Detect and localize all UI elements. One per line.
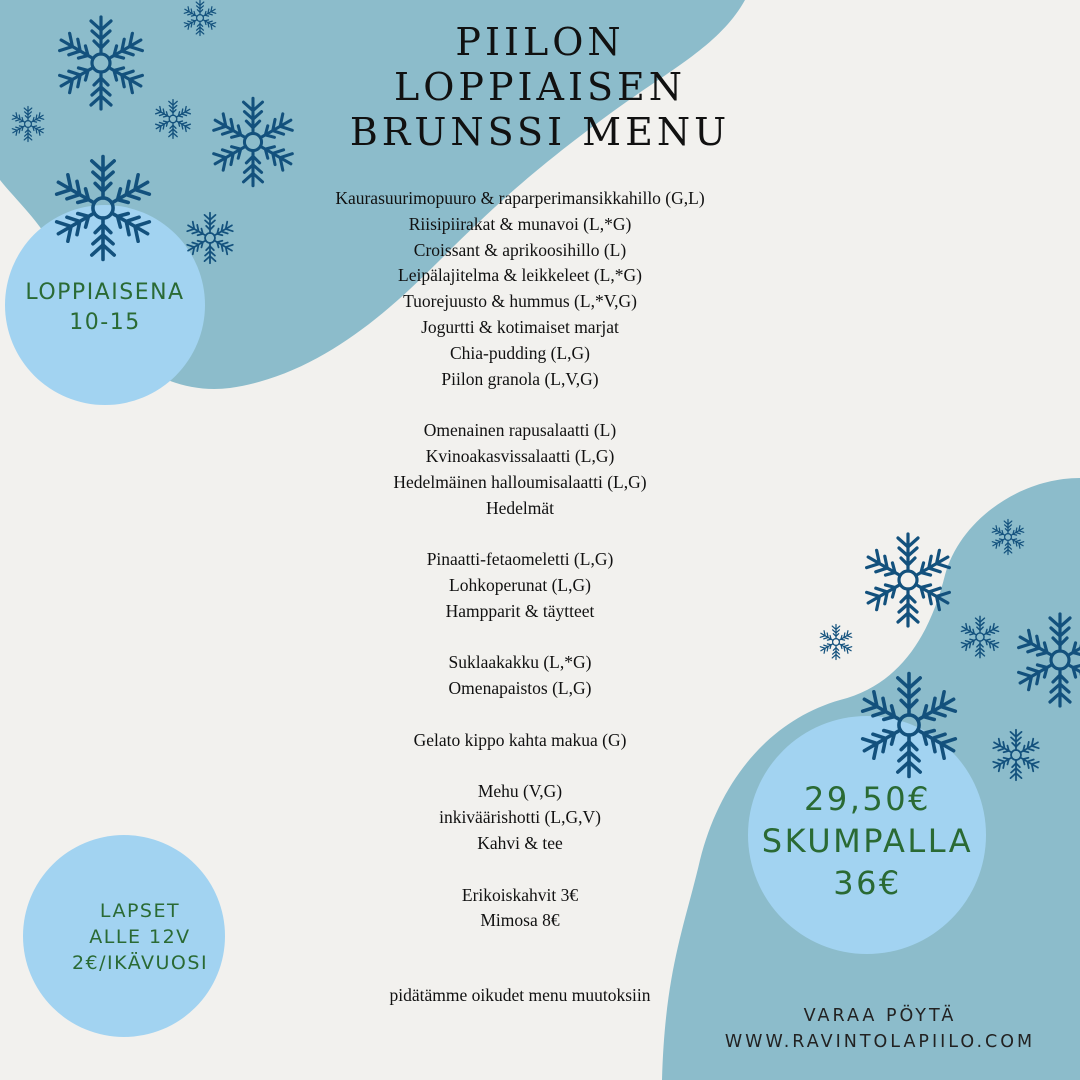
menu-item: Hampparit & täytteet bbox=[445, 600, 595, 621]
hours-label: LOPPIAISENA bbox=[25, 280, 185, 305]
menu-title bbox=[340, 20, 740, 155]
menu-item: Mimosa 8€ bbox=[480, 910, 560, 931]
price-sparkling-label: SKUMPALLA bbox=[761, 822, 974, 860]
menu-item: Hedelmäinen halloumisalaatti (L,G) bbox=[393, 471, 647, 492]
menu-item: Chia-pudding (L,G) bbox=[450, 342, 590, 363]
menu-item: Hedelmät bbox=[485, 497, 555, 518]
menu-item: Gelato kippo kahta makua (G) bbox=[413, 729, 627, 750]
menu-item: Riisipiirakat & munavoi (L,*G) bbox=[408, 213, 632, 234]
menu-item: Lohkoperunat (L,G) bbox=[449, 574, 591, 595]
snowflake-icon bbox=[819, 625, 853, 660]
menu-item: Kvinoakasvissalaatti (L,G) bbox=[425, 445, 615, 466]
menu-item: Omenainen rapusalaatti (L) bbox=[423, 420, 617, 441]
menu-item: Omenapaistos (L,G) bbox=[448, 678, 592, 699]
menu-item: Pinaatti-fetaomeletti (L,G) bbox=[426, 549, 614, 570]
menu-list bbox=[240, 186, 800, 934]
menu-item: Kaurasuurimopuuro & raparperimansikkahillo (G,L) bbox=[335, 188, 705, 208]
menu-spacer bbox=[240, 521, 800, 547]
menu-spacer bbox=[240, 625, 800, 651]
kids-line-3: 2€/IKÄVUOSI bbox=[71, 952, 209, 974]
brunch-price bbox=[740, 778, 995, 904]
price-sparkling: 36€ bbox=[833, 864, 902, 902]
menu-spacer bbox=[240, 392, 800, 418]
hours-time: 10-15 bbox=[69, 310, 141, 335]
price-base: 29,50€ bbox=[804, 780, 931, 818]
menu-item: Tuorejuusto & hummus (L,*V,G) bbox=[403, 291, 637, 312]
menu-item: Mehu (V,G) bbox=[477, 781, 563, 802]
menu-spacer bbox=[240, 702, 800, 728]
title-line-1: PIILON bbox=[455, 20, 625, 64]
menu-spacer bbox=[240, 857, 800, 883]
menu-item: Piilon granola (L,V,G) bbox=[441, 368, 599, 389]
menu-item: Jogurtti & kotimaiset marjat bbox=[421, 316, 619, 337]
title-line-3: BRUNSSI MENU bbox=[349, 110, 731, 154]
menu-item: Leipälajitelma & leikkeleet (L,*G) bbox=[398, 265, 642, 286]
menu-spacer bbox=[240, 754, 800, 780]
menu-item: Erikoiskahvit 3€ bbox=[461, 884, 579, 905]
kids-price bbox=[40, 898, 240, 976]
booking-label: VARAA PÖYTÄ bbox=[803, 1006, 957, 1026]
kids-line-2: ALLE 12V bbox=[89, 926, 191, 948]
booking-info bbox=[690, 1003, 1070, 1055]
disclaimer-note: pidätämme oikudet menu muutoksiin bbox=[389, 985, 651, 1005]
kids-line-1: LAPSET bbox=[99, 900, 181, 922]
title-line-2: LOPPIAISEN bbox=[393, 65, 686, 109]
menu-item: Croissant & aprikoosihillo (L) bbox=[413, 239, 627, 260]
menu-item: inkiväärishotti (L,G,V) bbox=[439, 807, 601, 828]
opening-hours bbox=[5, 278, 205, 338]
booking-url[interactable]: WWW.RAVINTOLAPIILO.COM bbox=[724, 1032, 1036, 1052]
menu-item: Kahvi & tee bbox=[477, 832, 563, 853]
menu-item: Suklaakakku (L,*G) bbox=[448, 652, 592, 673]
